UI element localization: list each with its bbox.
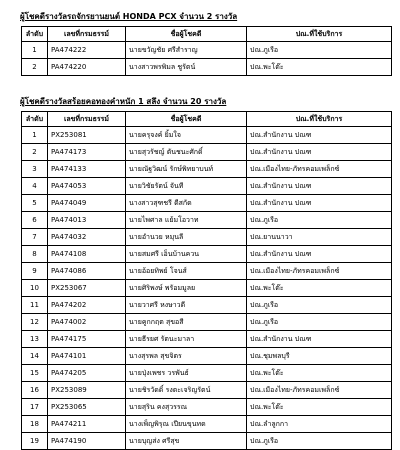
cell-order: 5: [22, 195, 48, 212]
motorcycle-winners-table: [21, 26, 392, 76]
cell-post-office: ปณ.สำนักงาน ปณฑ: [247, 195, 392, 212]
table-row: [22, 195, 392, 212]
table-row: [22, 314, 392, 331]
cell-winner-name: นายบุญส่ง ศรีสุข: [126, 433, 247, 450]
cell-policy-no: PA474049: [48, 195, 126, 212]
cell-order: 16: [22, 382, 48, 399]
cell-post-office: ปณ.เมืองไทย-ภัทรคอมเพล็กซ์: [247, 382, 392, 399]
cell-winner-name: นางสาวพรพิมล ชูรัตน์: [126, 59, 247, 76]
cell-post-office: ปณ.ภูเรือ: [247, 314, 392, 331]
cell-policy-no: PA474133: [48, 161, 126, 178]
cell-winner-name: นายชิรวัดดิ์ รงตะเจริญรัตน์: [126, 382, 247, 399]
cell-order: 10: [22, 280, 48, 297]
table-header-row: [22, 27, 392, 42]
cell-winner-name: นายศิริพงษ์ พรัอมมูลย: [126, 280, 247, 297]
cell-winner-name: นางสุรพล สุขจิตร: [126, 348, 247, 365]
cell-winner-name: นายณัฐวิฒน์ รักษ์พิทยาบนท์: [126, 161, 247, 178]
table-row: [22, 212, 392, 229]
cell-order: 9: [22, 263, 48, 280]
cell-order: 6: [22, 212, 48, 229]
cell-winner-name: นายคูกกฤต สุขอสี: [126, 314, 247, 331]
cell-post-office: ปณ.เมืองไทย-ภัทรคอมเพล็กซ์: [247, 161, 392, 178]
cell-order: 2: [22, 59, 48, 76]
cell-winner-name: นางสาวสุฑชรี ดีสกัด: [126, 195, 247, 212]
cell-policy-no: PA474101: [48, 348, 126, 365]
cell-order: 19: [22, 433, 48, 450]
cell-post-office: ปณ.ลำลูกกา: [247, 416, 392, 433]
cell-policy-no: PA474220: [48, 59, 126, 76]
cell-winner-name: นางเพ็ญพิรุณ เปียนขุนทด: [126, 416, 247, 433]
cell-post-office: ปณ.พะโต๊ะ: [247, 365, 392, 382]
table-row: [22, 127, 392, 144]
cell-order: 1: [22, 42, 48, 59]
cell-policy-no: PA474173: [48, 144, 126, 161]
motorcycle-winners-body: [22, 42, 392, 76]
cell-policy-no: PA474202: [48, 297, 126, 314]
cell-post-office: ปณ.พะโต๊ะ: [247, 280, 392, 297]
section-title-motorcycle-prize: ผู้โชคดีรางวัลรถจักรยานยนต์ HONDA PCX จำนวน 2 รางวัล: [20, 12, 238, 21]
table-row: [22, 263, 392, 280]
cell-policy-no: PA474211: [48, 416, 126, 433]
cell-winner-name: นายวาศรี หงษาวดี: [126, 297, 247, 314]
cell-winner-name: นายธีรยศ รัตนะมาลา: [126, 331, 247, 348]
header-post-office: ปณ.ที่ใช้บริการ: [247, 112, 392, 127]
cell-policy-no: PA474222: [48, 42, 126, 59]
cell-policy-no: PA474205: [48, 365, 126, 382]
table-row: [22, 161, 392, 178]
cell-winner-name: นายไพศาล แย้มโอวาท: [126, 212, 247, 229]
cell-policy-no: PA474032: [48, 229, 126, 246]
table-row: [22, 144, 392, 161]
cell-policy-no: PX253067: [48, 280, 126, 297]
cell-post-office: ปณ.สำนักงาน ปณฑ: [247, 144, 392, 161]
table-row: [22, 348, 392, 365]
table-row: [22, 382, 392, 399]
cell-winner-name: นายขวัญชัย ศรีสำราญ: [126, 42, 247, 59]
cell-post-office: ปณ.ภูเรือ: [247, 433, 392, 450]
cell-post-office: ปณ.พะโต๊ะ: [247, 399, 392, 416]
table-row: [22, 416, 392, 433]
cell-policy-no: PA474175: [48, 331, 126, 348]
cell-order: 18: [22, 416, 48, 433]
cell-order: 15: [22, 365, 48, 382]
cell-post-office: ปณ.สำนักงาน ปณฑ: [247, 331, 392, 348]
cell-order: 7: [22, 229, 48, 246]
cell-post-office: ปณ.ภูเรือ: [247, 42, 392, 59]
cell-order: 17: [22, 399, 48, 416]
section-title-gold-necklace-prize: ผู้โชคดีรางวัลสร้อยคอทองคำหนัก 1 สลึง จำนวน 20 รางวัล: [20, 97, 227, 106]
cell-policy-no: PA474108: [48, 246, 126, 263]
header-order: ลำดับ: [22, 112, 48, 127]
cell-post-office: ปณ.ภูเรือ: [247, 212, 392, 229]
cell-post-office: ปณ.สำนักงาน ปณฑ: [247, 178, 392, 195]
necklace-winners-table: [21, 111, 392, 450]
cell-winner-name: นายสุริน คงสุวรรณ: [126, 399, 247, 416]
cell-winner-name: นายสุวรัชญ์ ตันชนะศักดิ์: [126, 144, 247, 161]
cell-post-office: ปณ.ภูเรือ: [247, 297, 392, 314]
cell-post-office: ปณ.พะโต๊ะ: [247, 59, 392, 76]
table-row: [22, 229, 392, 246]
table-row: [22, 246, 392, 263]
header-policy-no: เลขที่กรมธรรม์: [48, 112, 126, 127]
cell-winner-name: นายอ้อยทิพย์ โจนส์: [126, 263, 247, 280]
cell-winner-name: นายครุจงค์ ยิ้มใจ: [126, 127, 247, 144]
table-row: [22, 178, 392, 195]
cell-winner-name: นายสมศรี เอ็นบ้านควน: [126, 246, 247, 263]
cell-policy-no: PA474190: [48, 433, 126, 450]
necklace-winners-body: [22, 127, 392, 450]
table-header-row: [22, 112, 392, 127]
cell-policy-no: PA474013: [48, 212, 126, 229]
cell-order: 11: [22, 297, 48, 314]
cell-order: 1: [22, 127, 48, 144]
table-row: [22, 42, 392, 59]
cell-post-office: ปณ.สำนักงาน ปณฑ: [247, 246, 392, 263]
table-row: [22, 365, 392, 382]
cell-order: 3: [22, 161, 48, 178]
cell-post-office: ปณ.เมืองไทย-ภัทรคอมเพล็กซ์: [247, 263, 392, 280]
table-row: [22, 433, 392, 450]
table-row: [22, 399, 392, 416]
header-order: ลำดับ: [22, 27, 48, 42]
cell-policy-no: PX253089: [48, 382, 126, 399]
cell-policy-no: PX253081: [48, 127, 126, 144]
cell-winner-name: นายวิชัยรัตน์ จันที: [126, 178, 247, 195]
cell-policy-no: PA474053: [48, 178, 126, 195]
cell-winner-name: นายปุ่งเพชร วรพันธ์: [126, 365, 247, 382]
header-post-office: ปณ.ที่ใช้บริการ: [247, 27, 392, 42]
cell-order: 12: [22, 314, 48, 331]
cell-order: 4: [22, 178, 48, 195]
header-winner-name: ชื่อผู้โชคดี: [126, 112, 247, 127]
cell-post-office: ปณ.ชุมพลบุรี: [247, 348, 392, 365]
table-row: [22, 331, 392, 348]
cell-order: 8: [22, 246, 48, 263]
cell-post-office: ปณ.ยานนาวา: [247, 229, 392, 246]
cell-post-office: ปณ.สำนักงาน ปณฑ: [247, 127, 392, 144]
cell-policy-no: PA474086: [48, 263, 126, 280]
cell-order: 2: [22, 144, 48, 161]
cell-order: 14: [22, 348, 48, 365]
table-row: [22, 280, 392, 297]
cell-policy-no: PA474002: [48, 314, 126, 331]
header-winner-name: ชื่อผู้โชคดี: [126, 27, 247, 42]
cell-policy-no: PX253065: [48, 399, 126, 416]
cell-order: 13: [22, 331, 48, 348]
cell-winner-name: นายอำนวย หมุนลี: [126, 229, 247, 246]
header-policy-no: เลขที่กรมธรรม์: [48, 27, 126, 42]
table-row: [22, 297, 392, 314]
table-row: [22, 59, 392, 76]
